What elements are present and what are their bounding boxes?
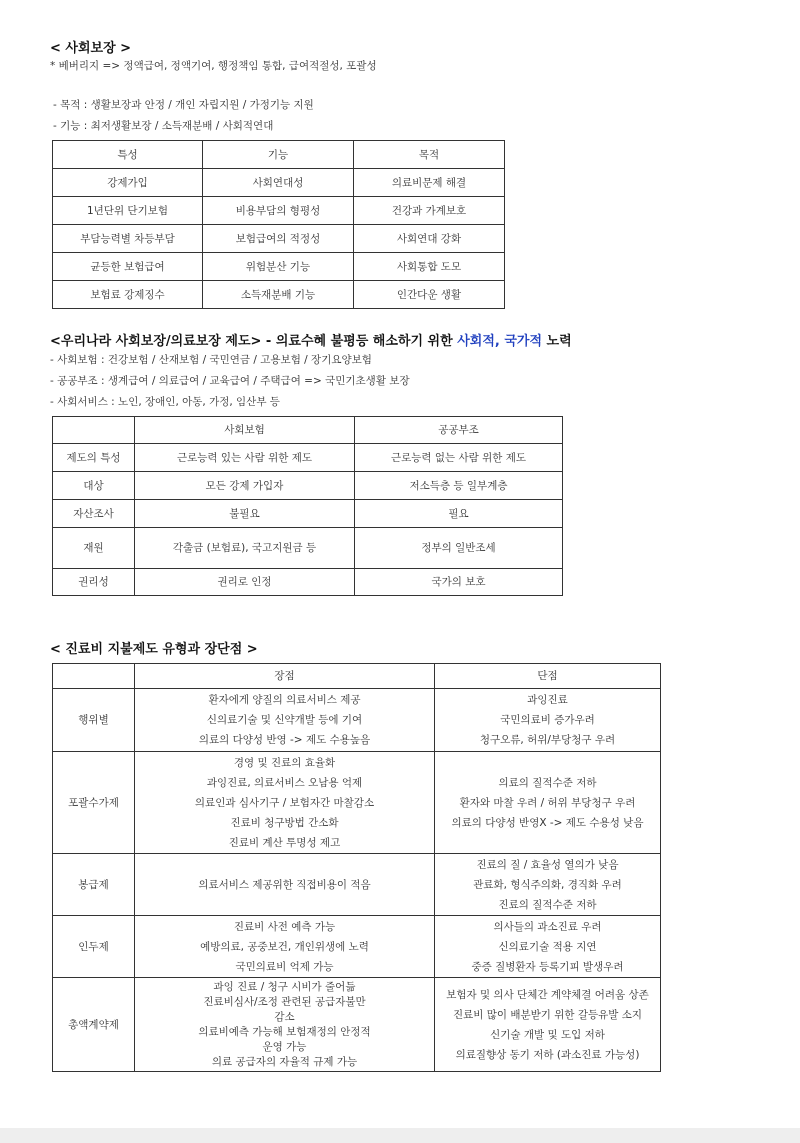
column-header: 장점 (135, 664, 435, 689)
column-header: 특성 (53, 141, 203, 169)
table-row (53, 253, 505, 281)
social-services-line: - 사회서비스 : 노인, 장애인, 아동, 가정, 임산부 등 (50, 396, 280, 408)
table-cell: 근로능력 있는 사람 위한 제도 (135, 444, 355, 472)
section1-title: < 사회보장 > (50, 41, 132, 56)
cons-line: 진료의 질 / 효율성 열의가 낮음 (476, 858, 619, 871)
social-insurance-line: - 사회보험 : 건강보험 / 산재보험 / 국민연금 / 고용보험 / 장기요양보험 (50, 354, 372, 366)
table-cell: 필요 (355, 500, 563, 528)
cons-line: 환자와 마찰 우려 / 허위 부당청구 우려 (459, 796, 636, 809)
table-cell: 부담능력별 차등부담 (53, 225, 203, 253)
table-header-row (53, 141, 505, 169)
column-header: 단점 (435, 664, 661, 689)
section3-title: < 진료비 지불제도 유형과 장단점 > (50, 642, 258, 657)
table-row (53, 528, 563, 569)
pros-cell (135, 854, 435, 916)
cons-line: 국민의료비 증가우려 (500, 714, 595, 726)
pros-line: 진료비심사/조정 관련된 공급자불만 (203, 995, 366, 1008)
table-cell: 균등한 보험급여 (53, 253, 203, 281)
public-assistance-line: - 공공부조 : 생계급여 / 의료급여 / 교육급여 / 주택급여 => 국민기초생활 보장 (50, 375, 410, 387)
row-header: 권리성 (53, 569, 135, 596)
cons-cell (435, 854, 661, 916)
row-header: 행위별 (53, 689, 135, 752)
table-cell: 위험분산 기능 (203, 253, 354, 281)
table-header-row (53, 664, 661, 689)
table-row (53, 169, 505, 197)
pros-line: 감소 (274, 1010, 295, 1023)
table-cell: 국가의 보호 (355, 569, 563, 596)
cons-line: 관료화, 형식주의화, 경직화 우려 (473, 878, 622, 891)
row-header: 재원 (53, 528, 135, 569)
pros-cell (135, 689, 435, 752)
row-header: 총액계약제 (53, 978, 135, 1072)
table-row (53, 916, 661, 978)
table-cell: 인간다운 생활 (354, 281, 505, 309)
table-row (53, 500, 563, 528)
table-cell: 강제가입 (53, 169, 203, 197)
pros-line: 의료 공급자의 자율적 규제 가능 (211, 1055, 358, 1068)
pros-line: 예방의료, 공중보건, 개인위생에 노력 (200, 940, 369, 953)
cons-cell (435, 978, 661, 1072)
column-header: 기능 (203, 141, 354, 169)
pros-line: 과잉 진료 / 청구 시비가 줄어듦 (213, 980, 356, 993)
table-row (53, 978, 661, 1072)
pros-line: 과잉진료, 의료서비스 오남용 억제 (206, 776, 363, 789)
pros-cell (135, 752, 435, 854)
column-header (53, 664, 135, 689)
table-cell: 비용부담의 형평성 (203, 197, 354, 225)
social-security-table (52, 140, 505, 309)
table-cell: 보험료 강제징수 (53, 281, 203, 309)
pros-line: 의료비예측 가능해 보험재정의 안정적 (198, 1025, 371, 1038)
function-line: - 기능 : 최저생활보장 / 소득재분배 / 사회적연대 (53, 120, 274, 132)
table-header-row (53, 417, 563, 444)
pros-line: 국민의료비 억제 가능 (235, 960, 334, 973)
table-cell: 권리로 인정 (135, 569, 355, 596)
table-cell: 근로능력 없는 사람 위한 제도 (355, 444, 563, 472)
pros-line: 환자에게 양질의 의료서비스 제공 (208, 694, 361, 706)
table-cell: 각출금 (보험료), 국고지원금 등 (135, 528, 355, 569)
column-header (53, 417, 135, 444)
page-bottom-margin (0, 1128, 800, 1143)
cons-cell (435, 752, 661, 854)
table-row (53, 472, 563, 500)
pros-cell (135, 916, 435, 978)
cons-line: 의료의 질적수준 저하 (498, 776, 597, 789)
cons-cell (435, 916, 661, 978)
table-cell: 보험급여의 적정성 (203, 225, 354, 253)
cons-line: 진료의 질적수준 저하 (498, 898, 597, 911)
table-cell: 정부의 일반조세 (355, 528, 563, 569)
section2-title-end: 노력 (542, 334, 572, 349)
cons-line: 청구오류, 허위/부당청구 우려 (479, 734, 616, 746)
table-cell: 의료비문제 해결 (354, 169, 505, 197)
table-cell: 1년단위 단기보험 (53, 197, 203, 225)
pros-line: 신의료기술 및 신약개발 등에 기여 (206, 714, 363, 726)
cons-cell (435, 689, 661, 752)
table-cell: 사회연대 강화 (354, 225, 505, 253)
row-header: 대상 (53, 472, 135, 500)
table-row (53, 689, 661, 752)
pros-line: 진료비 사전 예측 가능 (233, 920, 336, 933)
table-cell: 소득재분배 기능 (203, 281, 354, 309)
table-row (53, 569, 563, 596)
cons-line: 보험자 및 의사 단체간 계약체결 어려움 상존 (446, 988, 649, 1001)
section2-title-highlight: 사회적, 국가적 (457, 334, 543, 349)
pros-line: 진료비 청구방법 간소화 (230, 816, 339, 829)
table-row (53, 281, 505, 309)
cons-line: 신기술 개발 및 도입 저하 (490, 1028, 605, 1041)
row-header: 봉급제 (53, 854, 135, 916)
table-cell: 건강과 가계보호 (354, 197, 505, 225)
pros-line: 진료비 계산 투명성 제고 (228, 836, 341, 849)
purpose-line: - 목적 : 생활보장과 안정 / 개인 자립지원 / 가정기능 지원 (53, 99, 314, 111)
table-cell: 저소득층 등 일부계층 (355, 472, 563, 500)
table-cell: 사회연대성 (203, 169, 354, 197)
payment-systems-table (52, 663, 661, 1072)
column-header: 공공부조 (355, 417, 563, 444)
table-row (53, 752, 661, 854)
insurance-vs-assistance-table (52, 416, 563, 596)
table-row (53, 444, 563, 472)
cons-line: 의료의 다양성 반영X -> 제도 수용성 낮음 (451, 816, 644, 829)
row-header: 인두제 (53, 916, 135, 978)
row-header: 포괄수가제 (53, 752, 135, 854)
row-header: 자산조사 (53, 500, 135, 528)
table-cell: 모든 강제 가입자 (135, 472, 355, 500)
table-cell: 불필요 (135, 500, 355, 528)
pros-line: 운영 가능 (262, 1040, 307, 1053)
table-row (53, 225, 505, 253)
cons-line: 중증 질병환자 등록기피 발생우려 (471, 960, 624, 973)
section2-title (50, 330, 572, 349)
pros-line: 의료인과 심사기구 / 보험자간 마찰감소 (194, 796, 375, 809)
pros-line: 의료의 다양성 반영 -> 제도 수용높음 (198, 734, 371, 746)
pros-line: 경영 및 진료의 효율화 (233, 756, 336, 769)
pros-cell (135, 978, 435, 1072)
table-cell: 사회통합 도모 (354, 253, 505, 281)
table-row (53, 197, 505, 225)
pros-line: 의료서비스 제공위한 직접비용이 적음 (198, 878, 371, 891)
beveridge-line: * 베버리지 => 정액급여, 정액기여, 행정책임 통합, 급여적절성, 포괄성 (50, 60, 377, 72)
section2-title-main: <우리나라 사회보장/의료보장 제도> - 의료수혜 불평등 해소하기 위한 (50, 334, 458, 349)
cons-line: 진료비 많이 배분받기 위한 갈등유발 소지 (452, 1008, 643, 1021)
cons-line: 과잉진료 (527, 694, 568, 706)
cons-line: 의료질향상 동기 저하 (과소진료 가능성) (455, 1048, 640, 1061)
column-header: 사회보험 (135, 417, 355, 444)
column-header: 목적 (354, 141, 505, 169)
cons-line: 의사들의 과소진료 우려 (493, 920, 602, 933)
table-row (53, 854, 661, 916)
row-header: 제도의 특성 (53, 444, 135, 472)
cons-line: 신의료기술 적용 지연 (498, 940, 597, 953)
